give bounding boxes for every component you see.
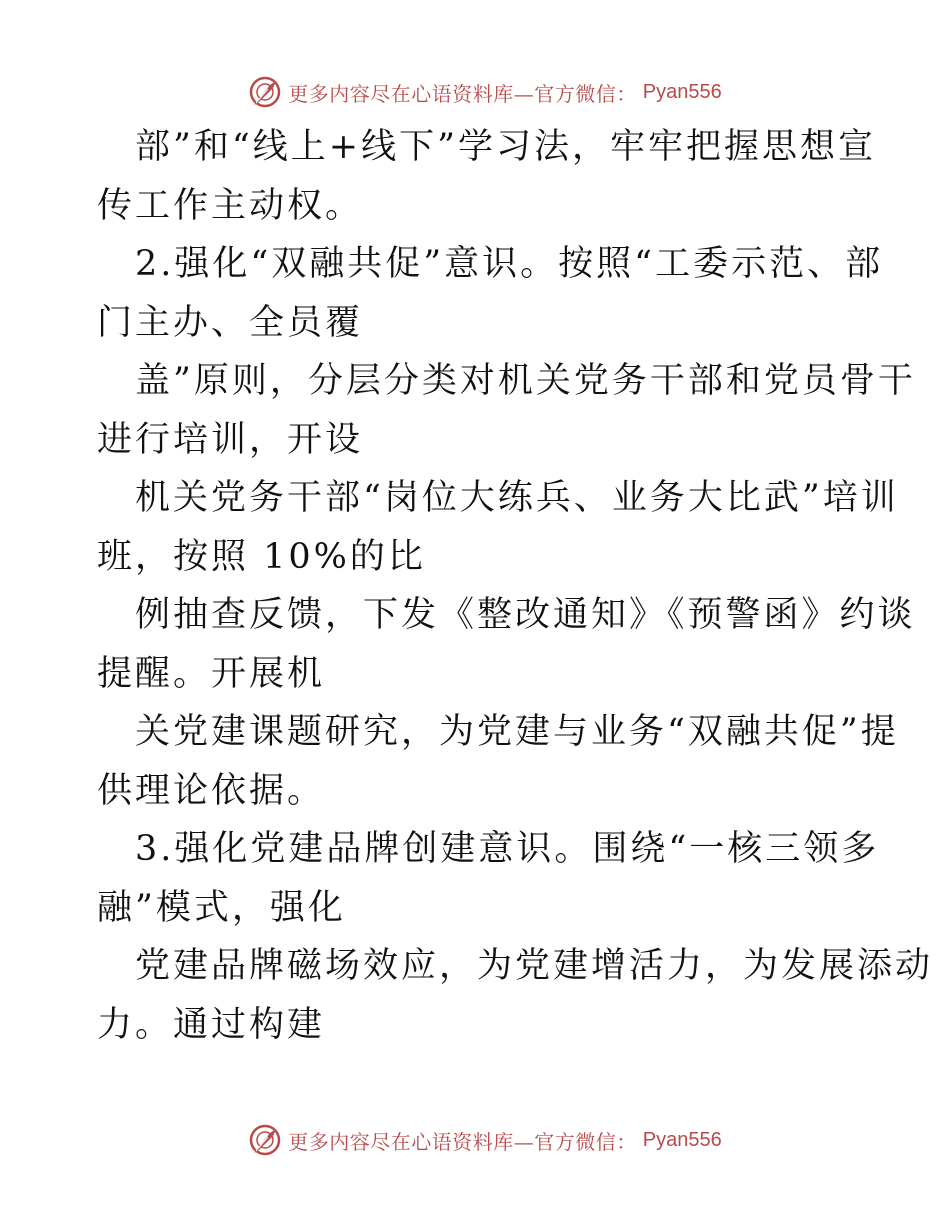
watermark-wechat-id: Pyan556: [642, 80, 722, 103]
text-line: 力。通过构建: [97, 1004, 326, 1045]
watermark-text: 更多内容尽在心语资料库—官方微信：: [288, 1129, 637, 1154]
text-line: 部”和“线上+线下”学习法，牢牢把握思想宣: [135, 127, 877, 167]
text-line: 盖”原则，分层分类对机关党务干部和党员骨干: [135, 361, 916, 401]
text-line: 2.强化“双融共促”意识。按照“工委示范、部: [135, 244, 884, 284]
watermark-wechat-id: Pyan556: [642, 1128, 722, 1151]
header-watermark: [248, 75, 721, 109]
watermark-text: 更多内容尽在心语资料库—官方微信：: [288, 81, 637, 106]
text-line: 例抽查反馈，下发《整改通知》《预警函》约谈: [135, 595, 916, 635]
text-line: 机关党务干部“岗位大练兵、业务大比武”培训: [135, 478, 899, 518]
feather-pen-circle-icon: [248, 1123, 282, 1157]
text-line: 党建品牌磁场效应，为党建增活力，为发展添动: [135, 946, 934, 986]
text-line: 关党建课题研究，为党建与业务“双融共促”提: [135, 712, 899, 752]
text-line: 供理论依据。: [97, 770, 326, 811]
text-line: 3.强化党建品牌创建意识。围绕“一核三领多: [135, 829, 880, 869]
header-watermark-banner: [0, 72, 950, 112]
footer-watermark-banner: [0, 1120, 950, 1160]
text-line: 传工作主动权。: [97, 185, 364, 226]
text-line: 进行培训，开设: [97, 419, 364, 460]
text-line: 班，按照 10%的比: [97, 536, 426, 577]
text-line: 提醒。开展机: [97, 653, 326, 694]
text-line: 门主办、全员覆: [97, 302, 364, 343]
feather-pen-circle-icon: [248, 75, 282, 109]
text-line: 融”模式，强化: [97, 887, 346, 928]
document-body: [97, 118, 934, 1054]
footer-watermark: [248, 1123, 721, 1157]
